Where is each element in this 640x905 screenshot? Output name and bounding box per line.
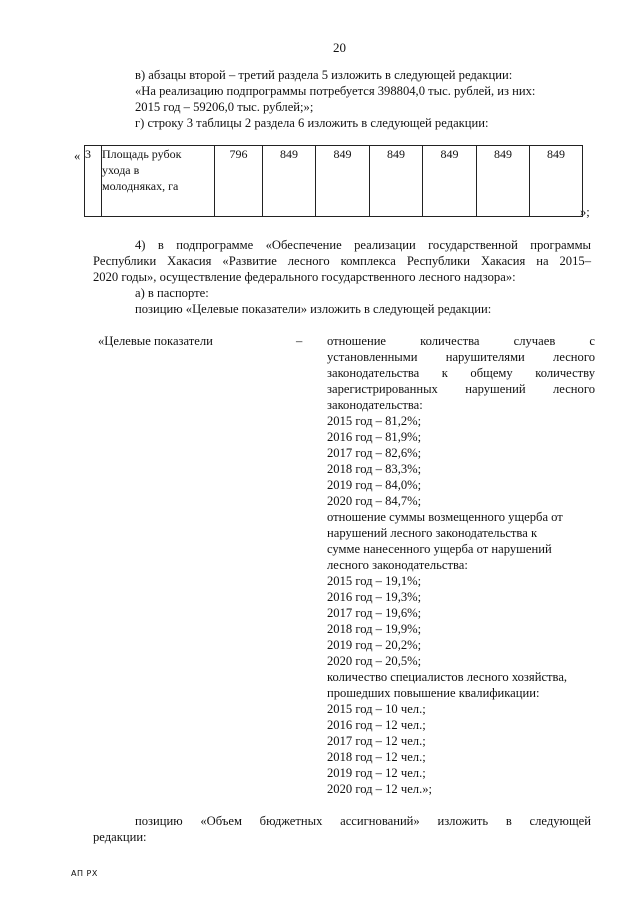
table-close-quote: »; [580,205,590,219]
indicator-3-year: 2018 год – 12 чел.; [327,750,426,764]
budget-position-line2: редакции: [93,830,147,844]
row-name-line: ухода в [102,163,140,177]
table-open-quote: « [74,149,81,163]
row-name-line: Площадь рубок [102,147,182,161]
value-cell-5: 849 [423,146,477,217]
row-name-line: молодняках, га [102,179,179,193]
indicator-1-line: отношение количества случаев с [327,334,595,348]
indicator-1-line: зарегистрированных нарушений лесного [327,382,595,396]
paragraph-4a: а) в паспорте: [135,286,209,300]
indicator-2-line: отношение суммы возмещенного ущерба от [327,510,563,524]
indicator-2-line: сумме нанесенного ущерба от нарушений [327,542,552,556]
targets-label: «Целевые показатели [98,334,213,348]
indicator-2-line: лесного законодательства: [327,558,468,572]
indicator-1-line: законодательства к общему количеству [327,366,595,380]
paragraph-b: в) абзацы второй – третий раздела 5 изложить в следующей редакции: [135,68,513,82]
value-cell-7: 849 [530,146,583,217]
indicator-2-year: 2018 год – 19,9%; [327,622,422,636]
indicator-1-year: 2016 год – 81,9%; [327,430,422,444]
indicator-3-line: прошедших повышение квалификации: [327,686,540,700]
footer-mark: АП РХ [71,869,98,878]
indicator-3-year: 2016 год – 12 чел.; [327,718,426,732]
table-2-row-3 [84,145,583,217]
paragraph-b-quote-line2: 2015 год – 59206,0 тыс. рублей;»; [135,100,314,114]
budget-position-line1: позицию «Объем бюджетных ассигнований» изложить в следующей [135,814,591,828]
paragraph-4a-position: позицию «Целевые показатели» изложить в следующей редакции: [135,302,492,316]
indicator-1-year: 2019 год – 84,0%; [327,478,422,492]
table-row [85,146,583,217]
row-number: 3 [85,147,91,161]
indicator-2-year: 2017 год – 19,6%; [327,606,422,620]
indicator-1-year: 2020 год – 84,7%; [327,494,422,508]
indicator-2-year: 2016 год – 19,3%; [327,590,422,604]
paragraph-4-line1: 4) в подпрограмме «Обеспечение реализации государственной программы [135,238,591,252]
targets-dash: – [296,334,303,348]
value-cell-4: 849 [370,146,423,217]
paragraph-4-line3: 2020 годы», осуществление федерального государственного лесного надзора»: [93,270,516,284]
page-number: 20 [333,40,346,55]
targets-content [327,333,595,797]
row-number-cell [85,146,102,217]
indicator-1-line: установленными нарушителями лесного [327,350,595,364]
paragraph-g: г) строку 3 таблицы 2 раздела 6 изложить в следующей редакции: [135,116,489,130]
indicator-2-line: нарушений лесного законодательства к [327,526,538,540]
indicator-2-year: 2015 год – 19,1%; [327,574,422,588]
paragraph-4-line2: Республики Хакасия «Развитие лесного комплекса Республики Хакасия на 2015– [93,254,591,268]
indicator-1-line: законодательства: [327,398,423,412]
indicator-2-year: 2020 год – 20,5%; [327,654,422,668]
value-cell-2: 849 [263,146,316,217]
row-name-cell [102,146,215,217]
value-cell-1: 796 [215,146,263,217]
indicator-3-year: 2019 год – 12 чел.; [327,766,426,780]
indicator-3-line: количество специалистов лесного хозяйства, [327,670,568,684]
indicator-2-year: 2019 год – 20,2%; [327,638,422,652]
indicator-3-year: 2015 год – 10 чел.; [327,702,426,716]
indicator-3-year: 2017 год – 12 чел.; [327,734,426,748]
value-cell-3: 849 [316,146,370,217]
indicator-3-year: 2020 год – 12 чел.»; [327,782,433,796]
indicator-1-year: 2017 год – 82,6%; [327,446,422,460]
value-cell-6: 849 [477,146,530,217]
indicator-1-year: 2015 год – 81,2%; [327,414,422,428]
indicator-1-year: 2018 год – 83,3%; [327,462,422,476]
paragraph-b-quote-line1: «На реализацию подпрограммы потребуется 398804,0 тыс. рублей, из них: [135,84,536,98]
